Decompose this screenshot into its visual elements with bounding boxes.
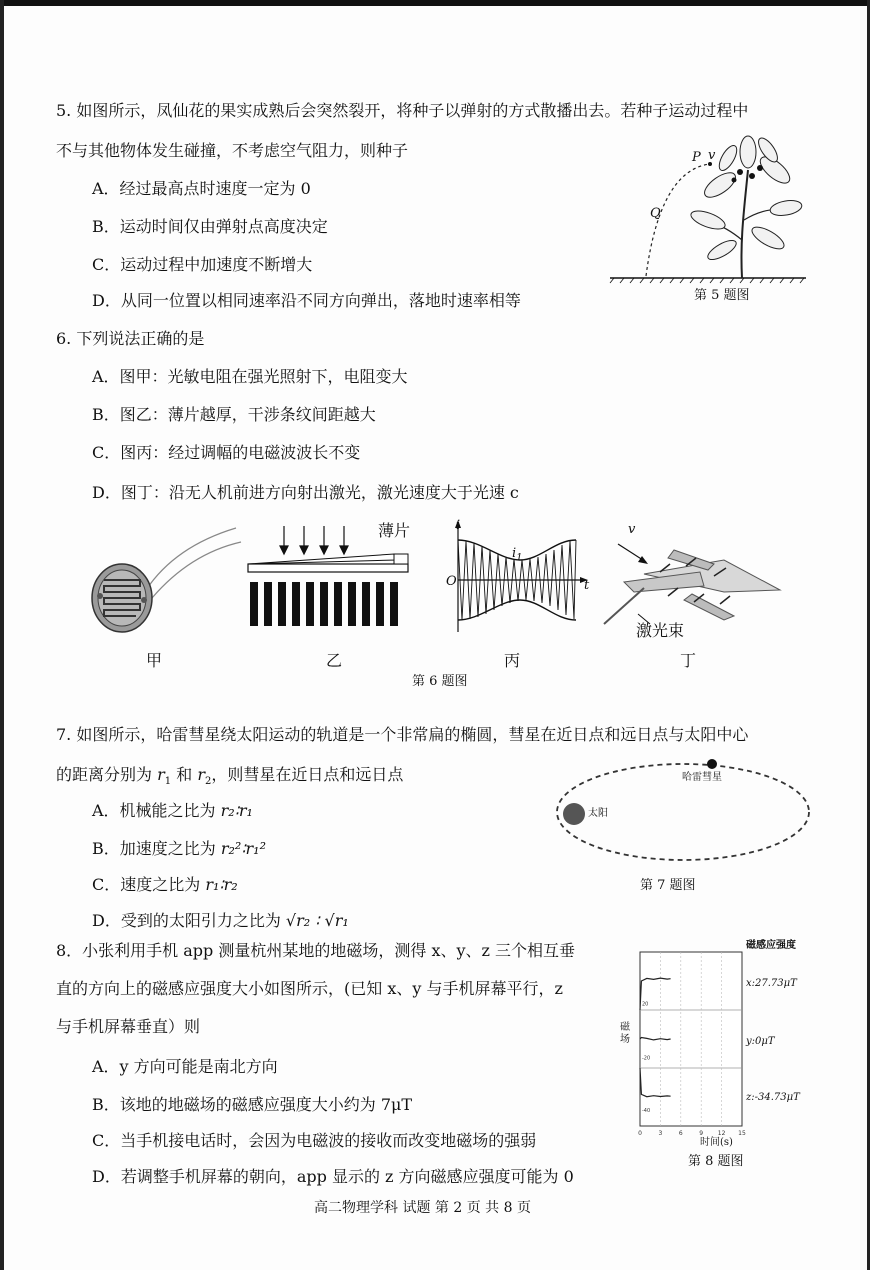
q6-label-yi: 乙	[326, 651, 343, 670]
q8-chart-xlabel: 时间(s)	[700, 1137, 733, 1148]
q8-option-b: B．该地的地磁场的磁感应强度大小约为 7μT	[92, 1095, 413, 1114]
q7-option-a: A．机械能之比为 r₂∶r₁	[92, 801, 253, 820]
q8-reading-y: y:0μT	[746, 1036, 775, 1047]
q8-stem-line2: 直的方向上的磁感应强度大小如图所示，(已知 x、y 与手机屏幕平行，z	[56, 979, 563, 998]
chart-x-tick-label: 3	[658, 1130, 663, 1137]
q8-chart-title: 磁感应强度	[746, 940, 796, 951]
q7-option-c: C．速度之比为 r₁∶r₂	[92, 875, 238, 894]
q5-label-p: P	[692, 150, 701, 165]
page-top-border	[0, 0, 870, 6]
q8-option-d: D．若调整手机屏幕的朝向，app 显示的 z 方向磁感应强度可能为 0	[92, 1167, 574, 1186]
q6-figure-drone	[604, 520, 794, 640]
q6-option-b: B．图乙：薄片越厚，干涉条纹间距越大	[92, 405, 376, 424]
q5-stem-line2: 不与其他物体发生碰撞，不考虑空气阻力，则种子	[56, 141, 409, 160]
q8-option-c: C．当手机接电话时，会因为电磁波的接收而改变地磁场的强弱	[92, 1131, 537, 1150]
q6-label-v: v	[628, 522, 636, 537]
q6-label-thin-film: 薄片	[378, 521, 411, 540]
chart-x-tick-label: 6	[678, 1130, 683, 1137]
q6-option-c: C．图丙：经过调幅的电磁波波长不变	[92, 443, 361, 462]
q8-chart	[630, 940, 830, 1150]
q5-stem-line1: 5. 如图所示，凤仙花的果实成熟后会突然裂开，将种子以弹射的方式散播出去。若种子运动过程中	[56, 101, 749, 120]
q8-option-a: A．y 方向可能是南北方向	[92, 1057, 278, 1076]
q6-label-ding: 丁	[680, 651, 697, 670]
q6-label-bing: 丙	[504, 651, 521, 670]
q6-label-t: t	[584, 578, 590, 593]
q6-label-i1: $i_1$	[512, 546, 523, 564]
page-left-border	[0, 0, 4, 1270]
q8-reading-z: z:-34.73μT	[746, 1092, 800, 1103]
chart-y-tick-label: -40	[642, 1108, 651, 1115]
q8-chart-ylabel: 磁场	[620, 1022, 630, 1045]
q7-option-b: B．加速度之比为 r₂²∶r₁²	[92, 839, 266, 858]
q5-figure-caption: 第 5 题图	[694, 288, 750, 303]
q6-label-jia: 甲	[146, 651, 163, 670]
chart-y-tick-label: -20	[642, 1055, 651, 1062]
q5-label-q: Q	[650, 206, 661, 221]
q8-stem-line1: 8．小张利用手机 app 测量杭州某地的地磁场，测得 x、y、z 三个相互垂	[56, 941, 576, 960]
q6-option-a: A．图甲：光敏电阻在强光照射下，电阻变大	[92, 367, 408, 386]
chart-x-tick-label: 12	[717, 1130, 726, 1137]
chart-x-tick-label: 9	[699, 1130, 704, 1137]
q6-label-o: O	[446, 574, 457, 589]
q5-option-a: A．经过最高点时速度一定为 0	[92, 179, 311, 198]
q6-figure-am-wave	[440, 520, 590, 635]
q6-stem: 6. 下列说法正确的是	[56, 329, 205, 348]
chart-x-tick-label: 0	[638, 1130, 642, 1137]
chart-y-tick-label: 20	[642, 1001, 649, 1008]
q5-option-d: D．从同一位置以相同速率沿不同方向弹出，落地时速率相等	[92, 291, 521, 310]
q6-figure-caption: 第 6 题图	[412, 674, 468, 689]
q7-figure-caption: 第 7 题图	[640, 878, 696, 893]
q7-stem-line1: 7. 如图所示，哈雷彗星绕太阳运动的轨道是一个非常扁的椭圆，彗星在近日点和远日点与太阳中心	[56, 725, 749, 744]
q5-label-v: v	[708, 148, 716, 163]
q7-option-d: D．受到的太阳引力之比为 √r₂ ∶ √r₁	[92, 911, 349, 930]
page-footer: 高二物理学科 试题 第 2 页 共 8 页	[314, 1200, 531, 1216]
q8-stem-line3: 与手机屏幕垂直）则	[56, 1017, 201, 1036]
q5-option-c: C．运动过程中加速度不断增大	[92, 255, 313, 274]
q8-figure-caption: 第 8 题图	[688, 1154, 744, 1169]
q6-label-i: i	[456, 518, 461, 533]
q6-figure-photoresistor	[86, 520, 246, 640]
q7-stem-line2: 的距离分别为 $r_1$ 和 $r_2$，则彗星在近日点和远日点	[56, 765, 404, 788]
q8-reading-x: x:27.73μT	[746, 978, 797, 989]
q5-option-b: B．运动时间仅由弹射点高度决定	[92, 217, 328, 236]
q7-label-sun: 太阳	[588, 808, 608, 819]
q6-label-laser: 激光束	[636, 621, 685, 640]
q7-label-comet: 哈雷彗星	[682, 772, 722, 783]
chart-x-tick-label: 15	[738, 1130, 746, 1137]
q6-option-d: D．图丁：沿无人机前进方向射出激光，激光速度大于光速 c	[92, 483, 519, 502]
